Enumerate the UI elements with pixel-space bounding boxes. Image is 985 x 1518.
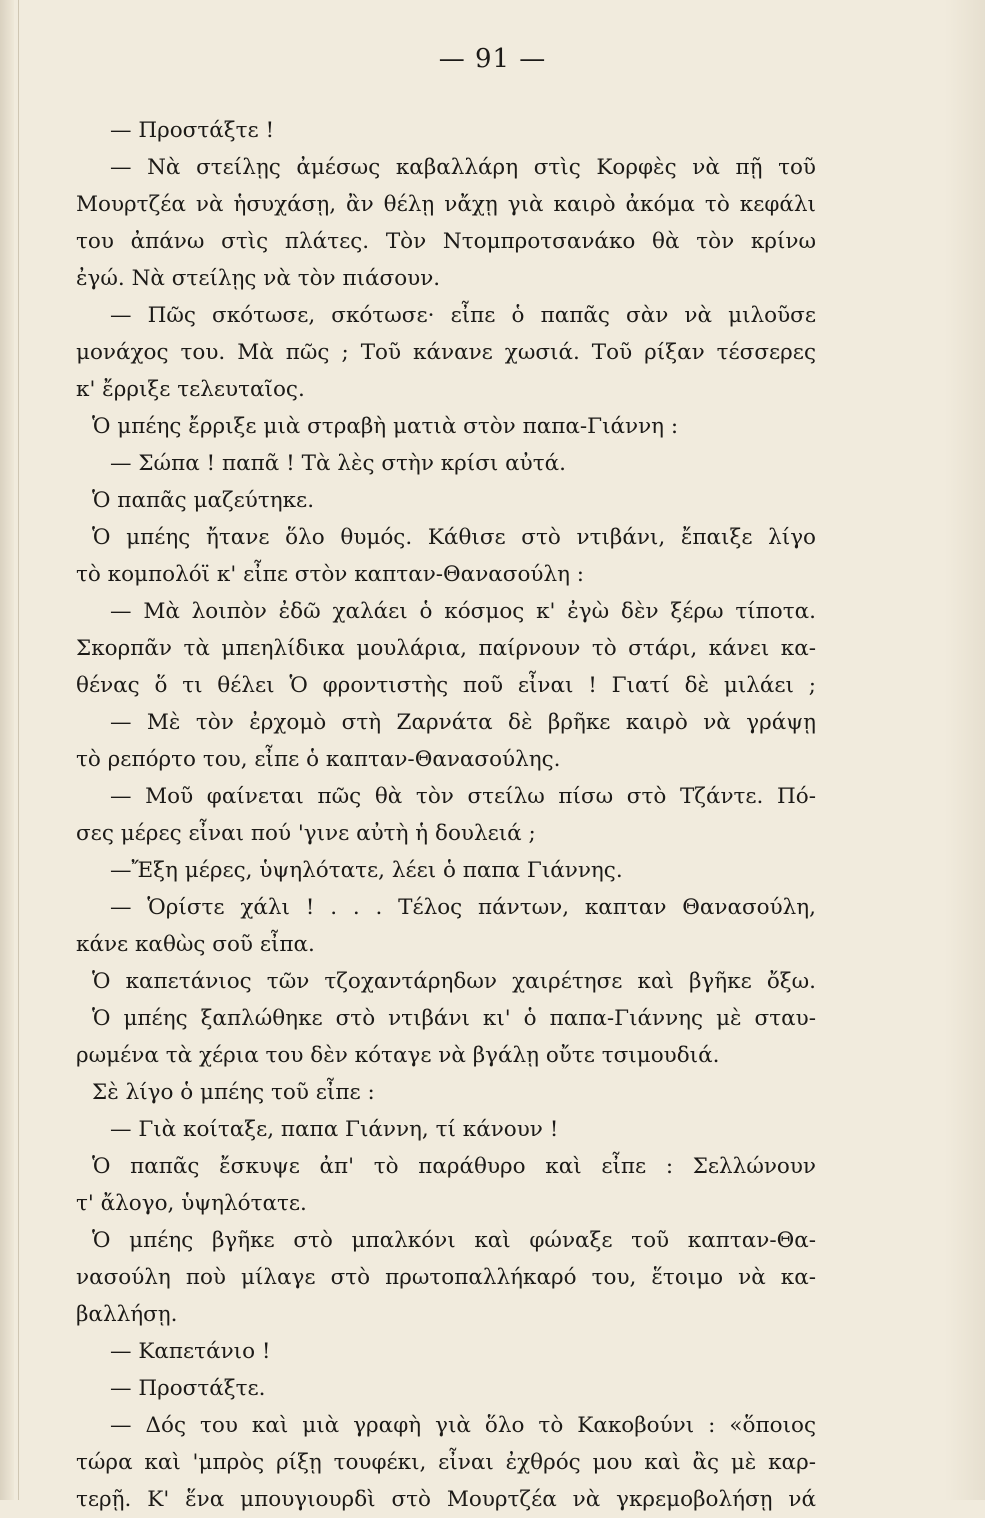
text-line: — Νὰ στείλῃς ἀμέσως καβαλλάρη στὶς Κορφὲς νὰ πῇ τοῦ	[110, 155, 816, 180]
text-line: — Γιὰ κοίταξε, παπα Γιάννη, τί κάνουν !	[110, 1117, 559, 1142]
text-line: — Μὰ λοιπὸν ἐδῶ χαλάει ὁ κόσμος κ' ἐγὼ δὲν ξέρω τίποτα.	[110, 599, 816, 624]
text-line: — Ὁρίστε χάλι ! . . . Τέλος πάντων, καπταν Θανασούλη,	[110, 895, 816, 920]
text-line: κάνε καθὼς σοῦ εἶπα.	[76, 932, 315, 957]
text-line: Ὁ μπέης ἤτανε ὅλο θυμός. Κάθισε στὸ ντιβάνι, ἔπαιξε λίγο	[92, 525, 816, 550]
text-line: Ὁ μπέης ἔρριξε μιὰ στραβὴ ματιὰ στὸν παπα-Γιάννη :	[92, 414, 679, 439]
text-line: ἐγώ. Νὰ στείλῃς νὰ τὸν πιάσουν.	[76, 266, 441, 291]
text-line: — Προστάξτε !	[110, 118, 275, 143]
text-line: — Πῶς σκότωσε, σκότωσε· εἶπε ὁ παπᾶς σὰν νὰ μιλοῦσε	[110, 303, 816, 328]
text-line: νασούλη ποὺ μίλαγε στὸ πρωτοπαλλήκαρό του, ἕτοιμο νὰ κα-	[76, 1265, 816, 1290]
body-text	[76, 112, 816, 1518]
text-line: τερῇ. Κ' ἕνα μπουγιουρδὶ στὸ Μουρτζέα νὰ γκρεμοβολήσῃ νά	[76, 1487, 816, 1512]
page-edge-left	[0, 0, 14, 1500]
text-line: μονάχος του. Μὰ πῶς ; Τοῦ κάνανε χωσιά. Τοῦ ρίξαν τέσσερες	[76, 340, 816, 365]
text-line: — Προστάξτε.	[110, 1376, 266, 1401]
text-line: — Δός του καὶ μιὰ γραφὴ γιὰ ὅλο τὸ Κακοβούνι : «ὅποιος	[110, 1413, 816, 1438]
text-line: σες μέρες εἶναι πού 'γινε αὐτὴ ἡ δουλειά ;	[76, 821, 536, 846]
text-line: κ' ἔρριξε τελευταῖος.	[76, 377, 305, 402]
text-line: τὸ ρεπόρτο του, εἶπε ὁ καπταν-Θανασούλης.	[76, 747, 561, 772]
text-line: Ὁ καπετάνιος τῶν τζοχαντάρηδων χαιρέτησε καὶ βγῆκε ὄξω.	[92, 969, 816, 994]
text-line: τώρα καὶ 'μπρὸς ρίξῃ τουφέκι, εἶναι ἐχθρός μου καὶ ἂς μὲ καρ-	[76, 1450, 816, 1475]
text-line: Ὁ μπέης ξαπλώθηκε στὸ ντιβάνι κι' ὁ παπα-Γιάννης μὲ σταυ-	[92, 1006, 816, 1031]
text-line: ρωμένα τὰ χέρια του δὲν κόταγε νὰ βγάλῃ οὔτε τσιμουδιά.	[76, 1043, 720, 1068]
text-line: Ὁ παπᾶς ἔσκυψε ἀπ' τὸ παράθυρο καὶ εἶπε : Σελλώνουν	[92, 1154, 816, 1179]
text-line: — Σώπα ! παπᾶ ! Τὰ λὲς στὴν κρίσι αὐτά.	[110, 451, 567, 476]
text-line: Ὁ παπᾶς μαζεύτηκε.	[92, 488, 315, 513]
text-line: Ὁ μπέης βγῆκε στὸ μπαλκόνι καὶ φώναξε τοῦ καπταν-Θα-	[92, 1228, 816, 1253]
page-edge-right	[945, 0, 985, 1500]
text-line: — Μὲ τὸν ἐρχομὸ στὴ Ζαρνάτα δὲ βρῆκε καιρὸ νὰ γράψῃ	[110, 710, 816, 735]
text-line: — Καπετάνιο !	[110, 1339, 271, 1364]
text-line: — Μοῦ φαίνεται πῶς θὰ τὸν στείλω πίσω στὸ Τζάντε. Πό-	[110, 784, 816, 809]
text-line: θένας ὅ τι θέλει Ὁ φροντιστὴς ποῦ εἶναι ! Γιατί δὲ μιλάει ;	[76, 673, 816, 698]
text-line: τὸ κομπολόϊ κ' εἶπε στὸν καπταν-Θανασούλη :	[76, 562, 585, 587]
page-number: — 91 —	[438, 44, 547, 74]
text-line: —Ἔξη μέρες, ὑψηλότατε, λέει ὁ παπα Γιάννης.	[110, 858, 623, 883]
text-line: του ἀπάνω στὶς πλάτες. Τὸν Ντομπροτσανάκο θὰ τὸν κρίνω	[76, 229, 816, 254]
text-line: Μουρτζέα νὰ ἡσυχάσῃ, ἂν θέλῃ νἄχῃ γιὰ καιρὸ ἀκόμα τὸ κεφάλι	[76, 192, 816, 217]
text-line: Σκορπᾶν τὰ μπεηλίδικα μουλάρια, παίρνουν τὸ στάρι, κάνει κα-	[76, 636, 816, 661]
page-gutter-line	[18, 0, 19, 1500]
text-line: Σὲ λίγο ὁ μπέης τοῦ εἶπε :	[92, 1080, 375, 1105]
text-line: βαλλήσῃ.	[76, 1302, 178, 1327]
text-line: τ' ἄλογο, ὑψηλότατε.	[76, 1191, 307, 1216]
